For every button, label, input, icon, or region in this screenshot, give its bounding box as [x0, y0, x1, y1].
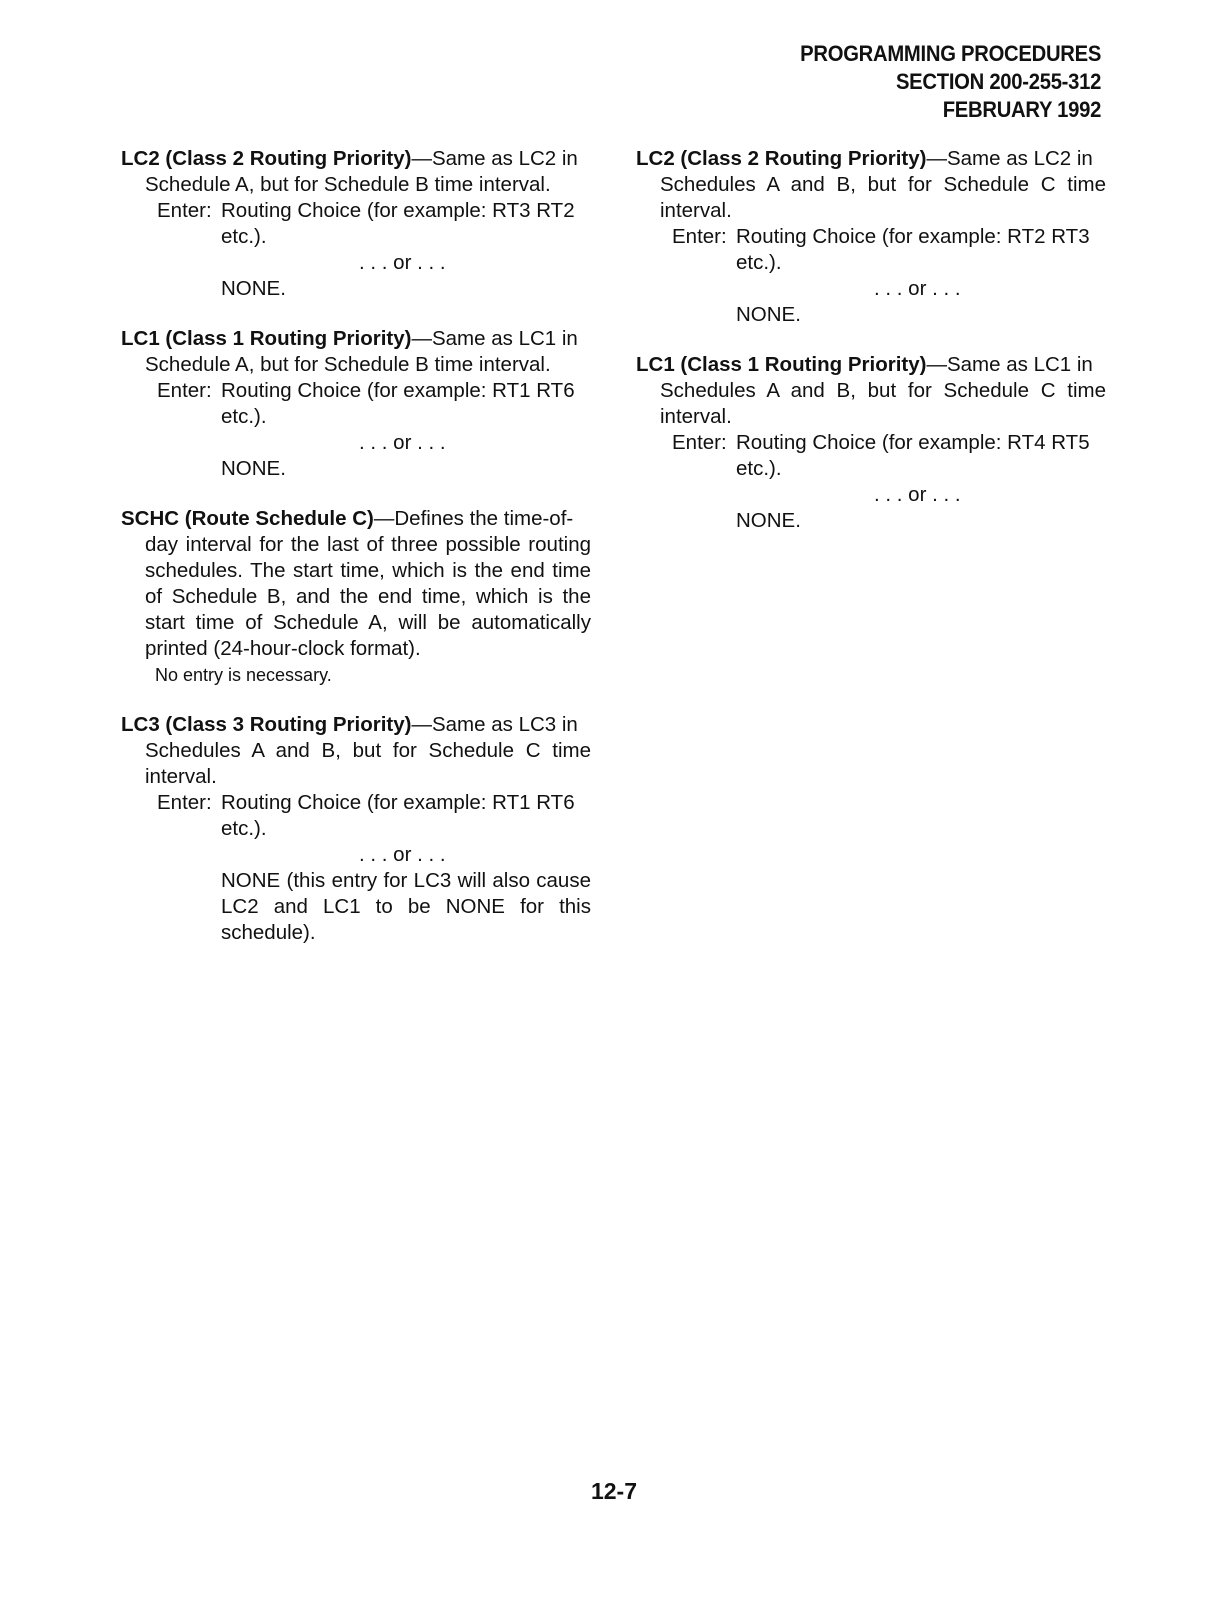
- enter-text: Routing Choice (for example: RT3 RT2: [221, 199, 575, 222]
- enter-row: [121, 790, 591, 816]
- entry-note: No entry is necessary.: [155, 665, 332, 685]
- or-separator: . . . or . . .: [359, 431, 446, 454]
- entry-body: day interval for the last of three possible routing schedules. The start time, which is the end time of Schedule B, and the end time, which is the start time of Schedule A, will be automatically printed (24-hour-clock format).: [145, 533, 591, 660]
- or-separator: . . . or . . .: [359, 843, 446, 866]
- entry-description: —Same as LC3 in: [411, 713, 578, 736]
- entry-description: —Same as LC1 in: [411, 327, 578, 350]
- page-number: 12-7: [590, 1478, 638, 1504]
- enter-text-cont: etc.).: [221, 225, 267, 248]
- entry-body: Schedules A and B, but for Schedule C time interval.: [145, 739, 591, 788]
- alternative-entry: NONE.: [221, 457, 286, 480]
- enter-row: [121, 378, 591, 404]
- header-date: FEBRUARY 1992: [942, 97, 1101, 122]
- alternative-entry: NONE.: [221, 277, 286, 300]
- or-separator: . . . or . . .: [359, 251, 446, 274]
- entry-term: LC1 (Class 1 Routing Priority): [636, 353, 927, 376]
- entry-term: LC2 (Class 2 Routing Priority): [121, 147, 412, 170]
- entry-heading: [636, 146, 1106, 172]
- entry-lc1-schedule-b: [121, 326, 591, 482]
- enter-text-cont: etc.).: [221, 817, 267, 840]
- entry-body: Schedules A and B, but for Schedule C time interval.: [660, 379, 1106, 428]
- entry-term: LC1 (Class 1 Routing Priority): [121, 327, 412, 350]
- enter-row: [636, 224, 1106, 250]
- enter-label: Enter:: [672, 431, 727, 454]
- entry-heading: [121, 326, 591, 352]
- entry-description: —Same as LC2 in: [411, 147, 578, 170]
- enter-text: Routing Choice (for example: RT2 RT3: [736, 225, 1090, 248]
- enter-label: Enter:: [157, 199, 212, 222]
- right-column: [636, 146, 1106, 558]
- entry-description: —Same as LC1 in: [926, 353, 1093, 376]
- header-title: PROGRAMMING PROCEDURES: [800, 41, 1101, 66]
- enter-text: Routing Choice (for example: RT1 RT6: [221, 379, 575, 402]
- entry-heading: [121, 712, 591, 738]
- entry-description: —Same as LC2 in: [926, 147, 1093, 170]
- page-header: [800, 40, 1101, 124]
- entry-schc: [121, 506, 591, 688]
- enter-label: Enter:: [672, 225, 727, 248]
- entry-description: —Defines the time-of-: [373, 507, 574, 530]
- entry-lc2-schedule-c: [636, 146, 1106, 328]
- entry-term: LC2 (Class 2 Routing Priority): [636, 147, 927, 170]
- enter-row: [636, 430, 1106, 456]
- alternative-entry: NONE (this entry for LC3 will also cause LC2 and LC1 to be NONE for this schedule).: [221, 869, 591, 944]
- entry-body: Schedules A and B, but for Schedule C time interval.: [660, 173, 1106, 222]
- entry-description-cont: Schedule A, but for Schedule B time interval.: [145, 173, 551, 196]
- entry-lc3-schedule-c: [121, 712, 591, 946]
- entry-heading: [121, 146, 591, 172]
- header-section: SECTION 200-255-312: [895, 69, 1101, 94]
- entry-lc2-schedule-b: [121, 146, 591, 302]
- alternative-entry: NONE.: [736, 303, 801, 326]
- enter-text-cont: etc.).: [221, 405, 267, 428]
- or-separator: . . . or . . .: [874, 483, 961, 506]
- enter-row: [121, 198, 591, 224]
- or-separator: . . . or . . .: [874, 277, 961, 300]
- entry-heading: [636, 352, 1106, 378]
- enter-label: Enter:: [157, 379, 212, 402]
- entry-description-cont: Schedule A, but for Schedule B time interval.: [145, 353, 551, 376]
- enter-text-cont: etc.).: [736, 251, 782, 274]
- alternative-entry: NONE.: [736, 509, 801, 532]
- enter-label: Enter:: [157, 791, 212, 814]
- entry-lc1-schedule-c: [636, 352, 1106, 534]
- entry-heading: [121, 506, 591, 532]
- enter-text: Routing Choice (for example: RT4 RT5: [736, 431, 1090, 454]
- enter-text-cont: etc.).: [736, 457, 782, 480]
- entry-term: LC3 (Class 3 Routing Priority): [121, 713, 412, 736]
- left-column: [121, 146, 591, 970]
- entry-term: SCHC (Route Schedule C): [121, 507, 374, 530]
- enter-text: Routing Choice (for example: RT1 RT6: [221, 791, 575, 814]
